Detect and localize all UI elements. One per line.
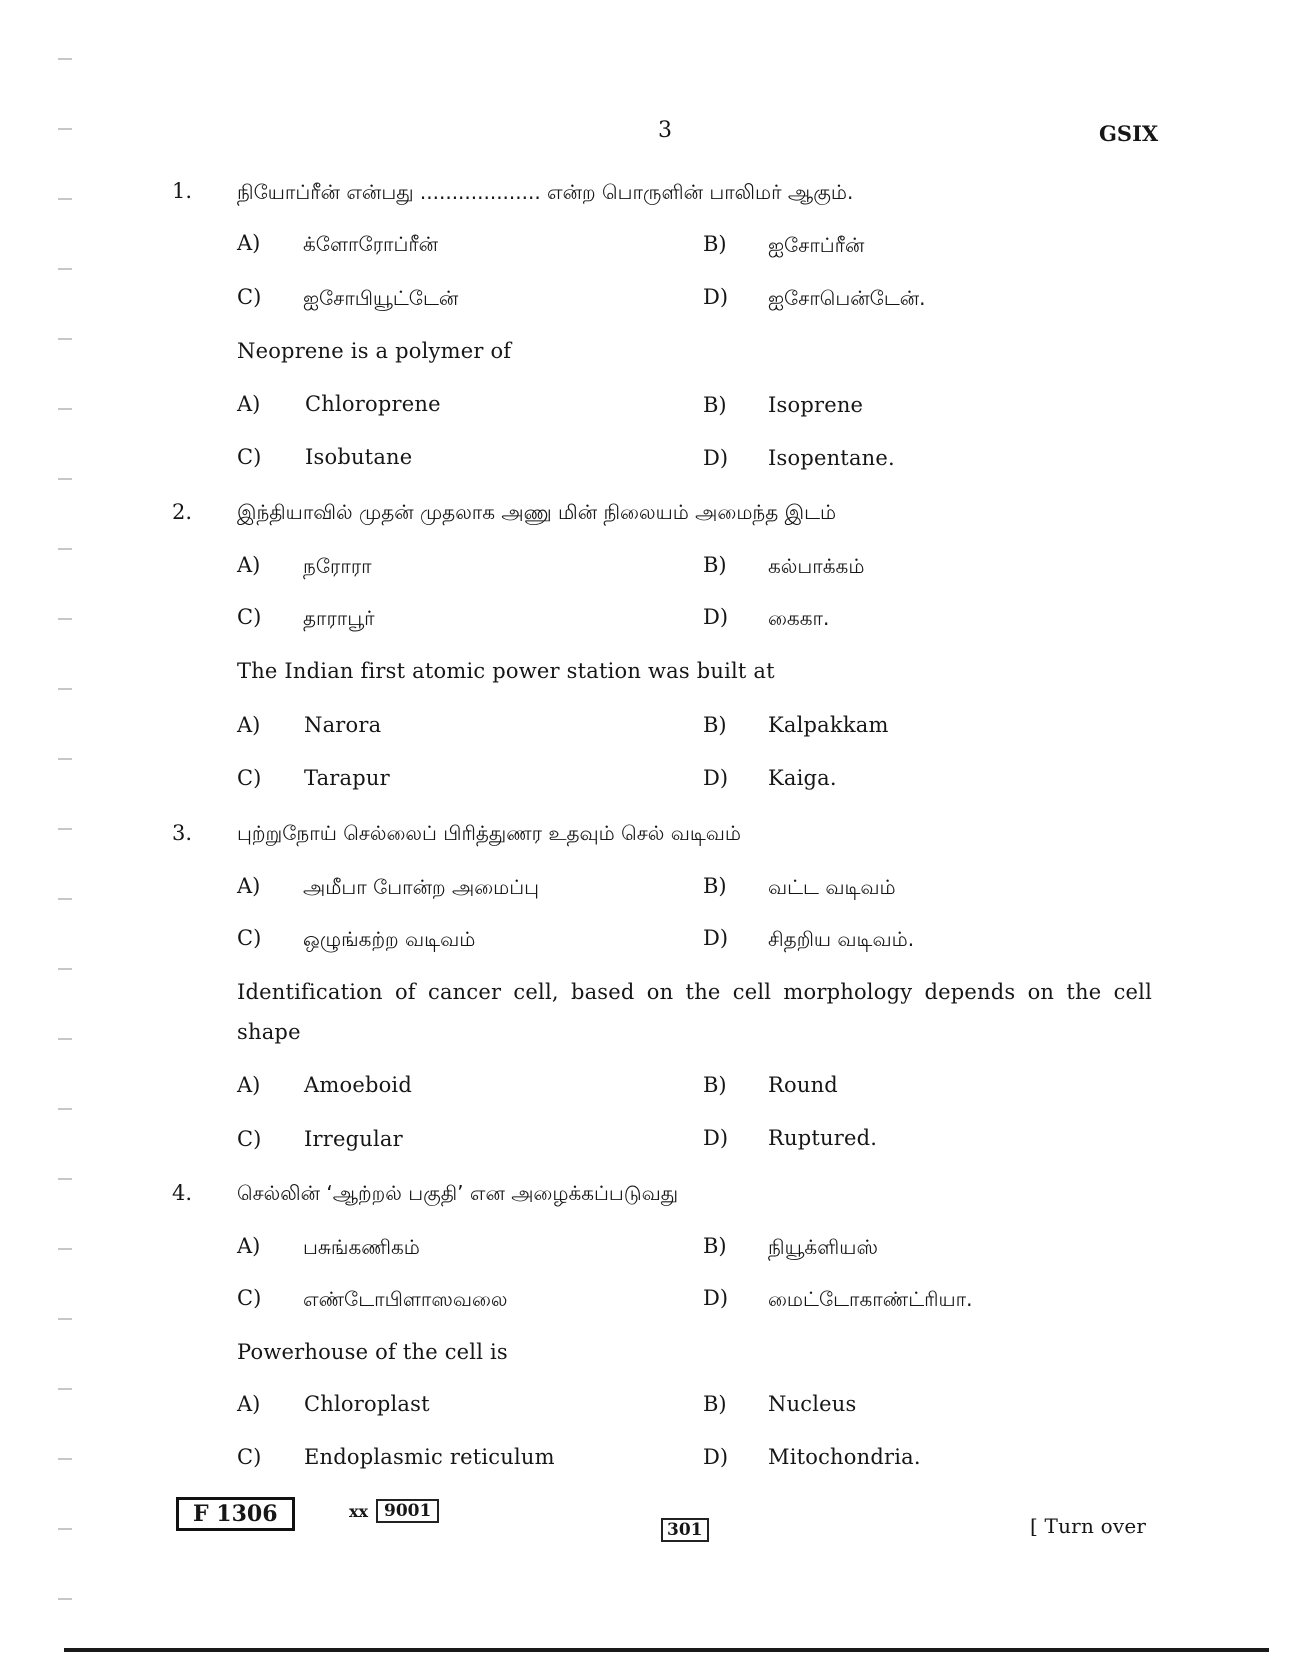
option-label-a: A) xyxy=(237,1073,261,1097)
paper-code: GSIX xyxy=(1099,121,1159,146)
option-c-tamil: தாராபூர் xyxy=(303,606,375,630)
option-c-english: Tarapur xyxy=(304,766,390,790)
question-number: 2. xyxy=(172,500,193,524)
option-c-english: Isobutane xyxy=(305,445,413,469)
turn-over-note: [ Turn over xyxy=(1030,1514,1147,1538)
question-text-english-line2: shape xyxy=(237,1020,301,1044)
option-a-english: Narora xyxy=(304,713,382,737)
option-label-a: A) xyxy=(237,713,261,737)
option-b-tamil: வட்ட வடிவம் xyxy=(768,875,896,899)
option-d-tamil: சிதறிய வடிவம். xyxy=(768,927,915,951)
option-c-tamil: எண்டோபிளாஸவலை xyxy=(303,1287,508,1311)
option-label-b: B) xyxy=(703,553,727,577)
option-d-english: Ruptured. xyxy=(768,1126,878,1150)
option-c-english: Irregular xyxy=(304,1127,403,1151)
option-b-tamil: கல்பாக்கம் xyxy=(768,554,865,578)
bottom-rule xyxy=(64,1648,1269,1652)
option-label-b: B) xyxy=(703,874,727,898)
option-label-a: A) xyxy=(237,231,261,255)
question-text-english: Neoprene is a polymer of xyxy=(237,339,512,363)
option-label-a: A) xyxy=(237,874,261,898)
option-label-b: B) xyxy=(703,232,727,256)
center-code-box: 301 xyxy=(661,1518,709,1542)
series-prefix: xx xyxy=(349,1502,369,1521)
option-label-d: D) xyxy=(703,926,729,950)
option-label-c: C) xyxy=(237,1445,262,1469)
option-label-a: A) xyxy=(237,1234,261,1258)
option-label-d: D) xyxy=(703,1286,729,1310)
question-text-tamil: நியோப்ரீன் என்பது ................... என்ற பொருளின் பாலிமர் ஆகும். xyxy=(237,180,854,204)
option-label-a: A) xyxy=(237,1392,261,1416)
option-a-english: Chloroprene xyxy=(305,392,441,416)
option-a-english: Chloroplast xyxy=(304,1392,430,1416)
option-label-d: D) xyxy=(703,285,729,309)
option-label-b: B) xyxy=(703,1073,727,1097)
option-label-d: D) xyxy=(703,1126,729,1150)
option-c-tamil: ஐசோபியூட்டேன் xyxy=(303,286,459,310)
option-a-english: Amoeboid xyxy=(304,1073,412,1097)
option-label-d: D) xyxy=(703,1445,729,1469)
question-number: 4. xyxy=(172,1181,193,1205)
question-number: 1. xyxy=(172,179,193,203)
option-a-tamil: அமீபா போன்ற அமைப்பு xyxy=(303,875,539,899)
option-a-tamil: பசுங்கணிகம் xyxy=(303,1235,420,1259)
option-b-tamil: ஐசோப்ரீன் xyxy=(768,233,865,257)
option-label-c: C) xyxy=(237,605,262,629)
option-label-c: C) xyxy=(237,1286,262,1310)
option-label-b: B) xyxy=(703,1392,727,1416)
question-text-english: Powerhouse of the cell is xyxy=(237,1340,508,1364)
question-text-tamil: செல்லின் ‘ஆற்றல் பகுதி’ என அழைக்கப்படுவது xyxy=(237,1181,679,1205)
question-number: 3. xyxy=(172,821,193,845)
option-label-a: A) xyxy=(237,392,261,416)
option-label-b: B) xyxy=(703,393,727,417)
option-d-english: Kaiga. xyxy=(768,766,837,790)
option-b-english: Nucleus xyxy=(768,1392,857,1416)
option-b-english: Isoprene xyxy=(768,393,864,417)
option-c-english: Endoplasmic reticulum xyxy=(304,1445,555,1469)
question-text-english: The Indian first atomic power station was built at xyxy=(237,659,775,683)
option-c-tamil: ஒழுங்கற்ற வடிவம் xyxy=(303,927,476,951)
option-d-english: Isopentane. xyxy=(768,446,895,470)
option-label-d: D) xyxy=(703,766,729,790)
option-label-d: D) xyxy=(703,446,729,470)
option-label-c: C) xyxy=(237,445,262,469)
question-text-tamil: இந்தியாவில் முதன் முதலாக அணு மின் நிலையம் அமைந்த இடம் xyxy=(237,500,837,524)
option-b-english: Round xyxy=(768,1073,838,1097)
option-label-c: C) xyxy=(237,766,262,790)
scan-margin-artifacts xyxy=(58,20,72,1600)
option-d-tamil: கைகா. xyxy=(768,606,830,630)
option-b-english: Kalpakkam xyxy=(768,713,889,737)
option-a-tamil: நரோரா xyxy=(303,554,372,578)
series-code-box: 9001 xyxy=(376,1499,439,1523)
option-label-c: C) xyxy=(237,1127,262,1151)
option-label-b: B) xyxy=(703,1234,727,1258)
option-label-b: B) xyxy=(703,713,727,737)
booklet-code-box: F 1306 xyxy=(176,1497,295,1531)
question-text-tamil: புற்றுநோய் செல்லைப் பிரித்துணர உதவும் செல் வடிவம் xyxy=(237,821,742,845)
option-d-tamil: ஐசோபென்டேன். xyxy=(768,286,926,310)
option-a-tamil: க்ளோரோப்ரீன் xyxy=(303,232,439,256)
option-label-d: D) xyxy=(703,605,729,629)
question-text-english-line1: Identification of cancer cell, based on the cell morphology depends on the cell xyxy=(237,980,1152,1004)
option-label-c: C) xyxy=(237,926,262,950)
option-b-tamil: நியூக்ளியஸ் xyxy=(768,1235,878,1259)
option-d-english: Mitochondria. xyxy=(768,1445,921,1469)
page-number: 3 xyxy=(658,118,672,143)
option-label-a: A) xyxy=(237,553,261,577)
option-label-c: C) xyxy=(237,285,262,309)
option-d-tamil: மைட்டோகாண்ட்ரியா. xyxy=(768,1287,973,1311)
